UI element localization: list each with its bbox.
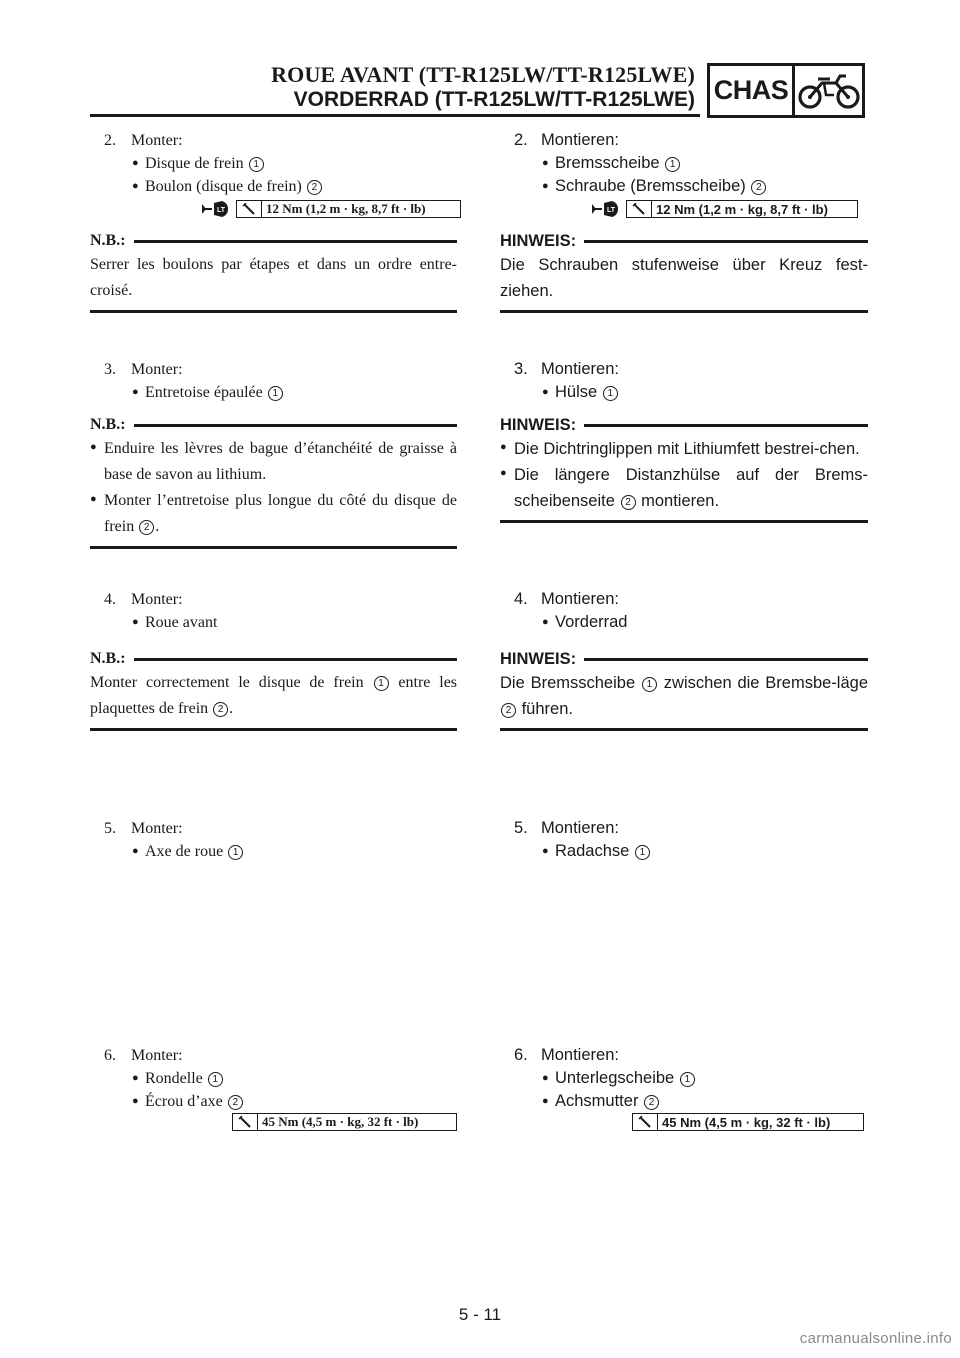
step-title: Montieren: (541, 360, 619, 378)
ref-1: 1 (268, 386, 283, 401)
note-list-item: ● Monter l’entretoise plus longue du côté du disque de frein 2 . (90, 492, 457, 535)
list-item: ● Schraube (Bremsscheibe) 2 (514, 175, 864, 198)
list-item: ● Boulon (disque de frein) 2 (104, 175, 454, 198)
note-rule-top (134, 240, 457, 243)
ref-1: 1 (680, 1072, 695, 1087)
locktite-icon (590, 199, 620, 219)
torque-value: 45 Nm (4,5 m · kg, 32 ft · lb) (662, 1114, 831, 1130)
torque-box (232, 1113, 457, 1131)
wrench-icon (237, 201, 262, 217)
note-de-1 (500, 232, 868, 313)
step-3-fr: 3. Monter: ● Entretoise épaulée 1 (104, 358, 454, 404)
list-item: ● Disque de frein 1 (104, 152, 454, 175)
note-label: HINWEIS: (500, 231, 577, 250)
ref-1: 1 (603, 386, 618, 401)
torque-box (626, 200, 858, 218)
list-item: ● Achsmutter 2 (514, 1090, 864, 1113)
ref-1: 1 (249, 157, 264, 172)
bullet-icon: ● (132, 180, 139, 192)
note-fr-2 (90, 416, 457, 549)
list-item: ● Axe de roue 1 (104, 840, 454, 863)
ref-1: 1 (665, 157, 680, 172)
step-2-fr (104, 129, 454, 198)
column-de (500, 0, 868, 1358)
note-label: N.B.: (90, 232, 126, 249)
step-number: 2. (104, 132, 116, 149)
page-number: 5 - 11 (458, 1305, 502, 1324)
wrench-icon (233, 1114, 258, 1130)
ref-2: 2 (501, 703, 516, 718)
note-label: N.B.: (90, 416, 126, 433)
ref-2: 2 (621, 495, 636, 510)
step-title: Montieren: (541, 819, 619, 837)
ref-1: 1 (208, 1072, 223, 1087)
note-text: Monter correctement le disque de frein 1 entre les plaquettes de frein 2 . (90, 674, 458, 717)
step-6-fr: 6. Monter: ● Rondelle 1 ● Écrou d’axe 2 (104, 1044, 454, 1113)
list-item: ● Radachse 1 (514, 840, 864, 863)
ref-2: 2 (644, 1095, 659, 1110)
step-title: Monter: (131, 132, 183, 149)
step-title: Montieren: (541, 1046, 619, 1064)
torque-spec-fr (200, 199, 461, 219)
svg-text:LT: LT (216, 207, 226, 214)
note-list-item: ● Die längere Distanzhülse auf der Brems-scheibenseite 2 montieren. (500, 466, 868, 510)
column-fr (90, 0, 457, 1358)
ref-1: 1 (635, 845, 650, 860)
page-title-fr: ROUE AVANT (TT-R125LW/TT-R125LWE) (271, 62, 695, 87)
step-4-de: 4. Montieren: ● Vorderrad (514, 588, 864, 634)
list-item: ● Entretoise épaulée 1 (104, 381, 454, 404)
list-item: ● Écrou d’axe 2 (104, 1090, 454, 1113)
wrench-icon (627, 201, 652, 217)
torque-value: 12 Nm (1,2 m · kg, 8,7 ft · lb) (266, 201, 426, 216)
torque-spec-fr-2 (232, 1113, 457, 1131)
list-item: ● Bremsscheibe 1 (514, 152, 864, 175)
list-item: ● Vorderrad (542, 613, 628, 631)
note-text: Serrer les boulons par étapes et dans un ordre entre-croisé. (90, 256, 457, 299)
note-list-item: ● Enduire les lèvres de bague d’étanchéité de graisse à base de savon au lithium. (90, 440, 457, 483)
ref-2: 2 (139, 520, 154, 535)
list-item: ● Roue avant (132, 614, 218, 631)
step-6-de: 6. Montieren: ● Unterlegscheibe 1 ● Achsmutter 2 (514, 1044, 864, 1113)
torque-value: 12 Nm (1,2 m · kg, 8,7 ft · lb) (656, 201, 828, 217)
note-label: HINWEIS: (500, 415, 577, 434)
note-label: HINWEIS: (500, 649, 577, 668)
wrench-icon (633, 1114, 658, 1130)
ref-1: 1 (642, 677, 657, 692)
step-5-fr: 5. Monter: ● Axe de roue 1 (104, 817, 454, 863)
note-fr-3 (90, 650, 457, 731)
note-label: N.B.: (90, 650, 126, 667)
step-title: Monter: (131, 591, 183, 608)
note-text: Die Bremsscheibe 1 zwischen die Bremsbe-läge 2 führen. (500, 674, 869, 718)
note-de-2 (500, 416, 868, 523)
step-3-de: 3. Montieren: ● Hülse 1 (514, 358, 864, 404)
note-de-3 (500, 650, 868, 731)
step-title: Montieren: (541, 131, 619, 149)
list-item: ● Hülse 1 (514, 381, 864, 404)
torque-value: 45 Nm (4,5 m · kg, 32 ft · lb) (262, 1114, 419, 1129)
ref-1: 1 (228, 845, 243, 860)
locktite-icon (200, 199, 230, 219)
note-list-item: ● Die Dichtringlippen mit Lithiumfett bestrei-chen. (500, 440, 860, 458)
step-title: Monter: (131, 1047, 183, 1064)
ref-2: 2 (307, 180, 322, 195)
bullet-icon: ● (132, 157, 139, 169)
watermark: carmanualsonline.info (799, 1330, 952, 1347)
note-text: Die Schrauben stufenweise über Kreuz fest-ziehen. (500, 256, 868, 300)
ref-1: 1 (374, 676, 389, 691)
step-2-de: 2. Montieren: ● Bremsscheibe 1 ● Schraube (Bremsscheibe) 2 (514, 129, 864, 198)
svg-text:LT: LT (606, 207, 616, 214)
step-5-de: 5. Montieren: ● Radachse 1 (514, 817, 864, 863)
torque-box (632, 1113, 864, 1131)
ref-2: 2 (228, 1095, 243, 1110)
step-title: Monter: (131, 361, 183, 378)
step-title: Montieren: (541, 590, 619, 608)
bullet-icon: ● (132, 386, 139, 398)
torque-spec-de-2 (632, 1113, 864, 1131)
torque-spec-de (590, 199, 858, 219)
torque-box (236, 200, 461, 218)
ref-2: 2 (751, 180, 766, 195)
step-4-fr: 4. Monter: ● Roue avant (104, 588, 454, 634)
step-title: Monter: (131, 820, 183, 837)
list-item: ● Unterlegscheibe 1 (514, 1067, 864, 1090)
ref-2: 2 (213, 702, 228, 717)
list-item: ● Rondelle 1 (104, 1067, 454, 1090)
note-fr-1 (90, 232, 457, 313)
section-badge-label: CHAS (710, 66, 795, 115)
note-rule-bottom (90, 310, 457, 313)
page-title-de: VORDERRAD (TT-R125LW/TT-R125LWE) (293, 88, 695, 111)
